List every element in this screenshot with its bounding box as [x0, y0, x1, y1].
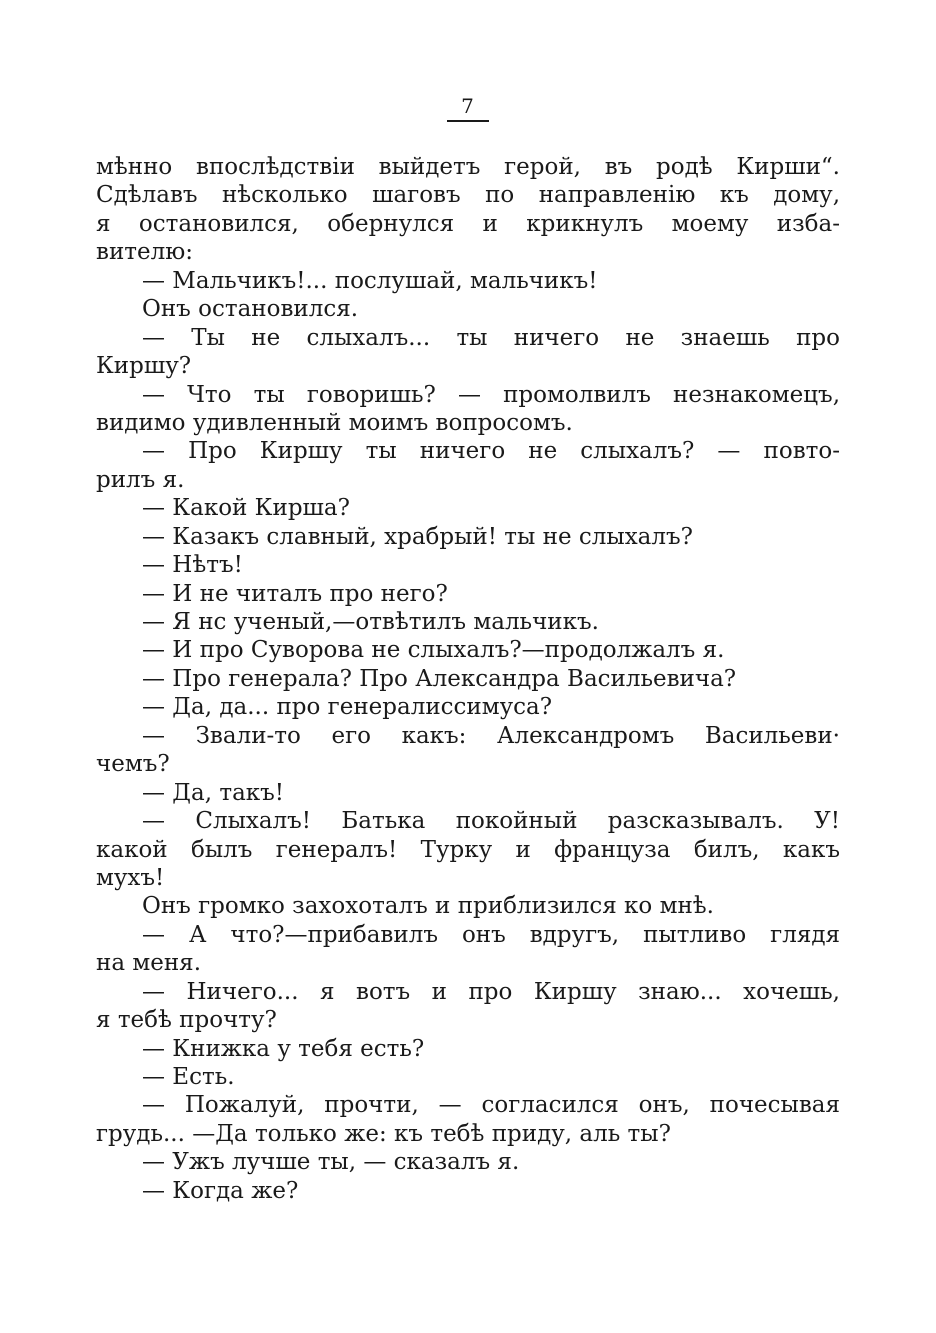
- text-line: — Ужъ лучше ты, — сказалъ я.: [142, 1149, 520, 1176]
- text-line: — Про Киршу ты ничего не слыхалъ? — повто-: [142, 438, 840, 465]
- text-line: — Нѣтъ!: [142, 552, 243, 579]
- text-line: — И про Суворова не слыхалъ?—продолжалъ я.: [142, 637, 725, 664]
- text-line: — Когда же?: [142, 1177, 299, 1204]
- text-line: — И не читалъ про него?: [142, 580, 448, 607]
- text-line: — А что?—прибавилъ онъ вдругъ, пытливо глядя: [142, 921, 840, 948]
- text-line: — Про генерала? Про Александра Васильевича?: [142, 665, 737, 692]
- text-line: я остановился, обернулся и крикнулъ моему изба-: [96, 210, 840, 237]
- text-line: — Я нс ученый,—отвѣтилъ мальчикъ.: [142, 609, 599, 635]
- text-line: вителю:: [96, 239, 193, 266]
- text-line: — Книжка у тебя есть?: [142, 1035, 425, 1062]
- text-line: мѣнно впослѣдствіи выйдетъ герой, въ родѣ Кирши“.: [96, 154, 840, 180]
- text-line: — Есть.: [142, 1064, 235, 1090]
- text-line: — Ты не слыхалъ... ты ничего не знаешь про: [142, 324, 840, 351]
- text-line: на меня.: [96, 950, 202, 977]
- text-line: Онъ остановился.: [142, 296, 359, 323]
- text-line: какой былъ генералъ! Турку и француза билъ, какъ: [96, 836, 840, 863]
- text-line: — Ничего... я вотъ и про Киршу знаю... хочешь,: [142, 978, 840, 1005]
- text-line: я тебѣ прочту?: [96, 1007, 277, 1034]
- text-line: Онъ громко захохоталъ и приблизился ко мнѣ.: [142, 893, 714, 920]
- body-text: [96, 153, 840, 1205]
- text-line: видимо удивленный моимъ вопросомъ.: [96, 409, 573, 436]
- text-line: — Да, да... про генералиссимуса?: [142, 694, 553, 721]
- text-line: чемъ?: [96, 751, 170, 778]
- page-header: [0, 94, 936, 122]
- text-line: Сдѣлавъ нѣсколько шаговъ по направленію къ дому,: [96, 182, 840, 209]
- text-line: — Казакъ славный, храбрый! ты не слыхалъ?: [142, 523, 693, 550]
- text-line: — Что ты говоришь? — промолвилъ незнакомецъ,: [142, 381, 840, 408]
- text-line: — Да, такъ!: [142, 779, 285, 806]
- text-line: — Пожалуй, прочти, — согласился онъ, почесывая: [142, 1092, 840, 1119]
- page-number: 7: [447, 94, 489, 122]
- text-line: — Слыхалъ! Батька покойный разсказывалъ. У!: [142, 808, 840, 835]
- text-line: — Мальчикъ!... послушай, мальчикъ!: [142, 267, 598, 294]
- text-line: — Какой Кирша?: [142, 495, 350, 522]
- text-line: мухъ!: [96, 864, 165, 891]
- text-line: Киршу?: [96, 353, 192, 380]
- text-line: рилъ я.: [96, 466, 185, 493]
- text-line: грудь... —Да только же: къ тебѣ приду, аль ты?: [96, 1120, 671, 1147]
- text-line: — Звали-то его какъ: Александромъ Васильеви·: [142, 722, 840, 749]
